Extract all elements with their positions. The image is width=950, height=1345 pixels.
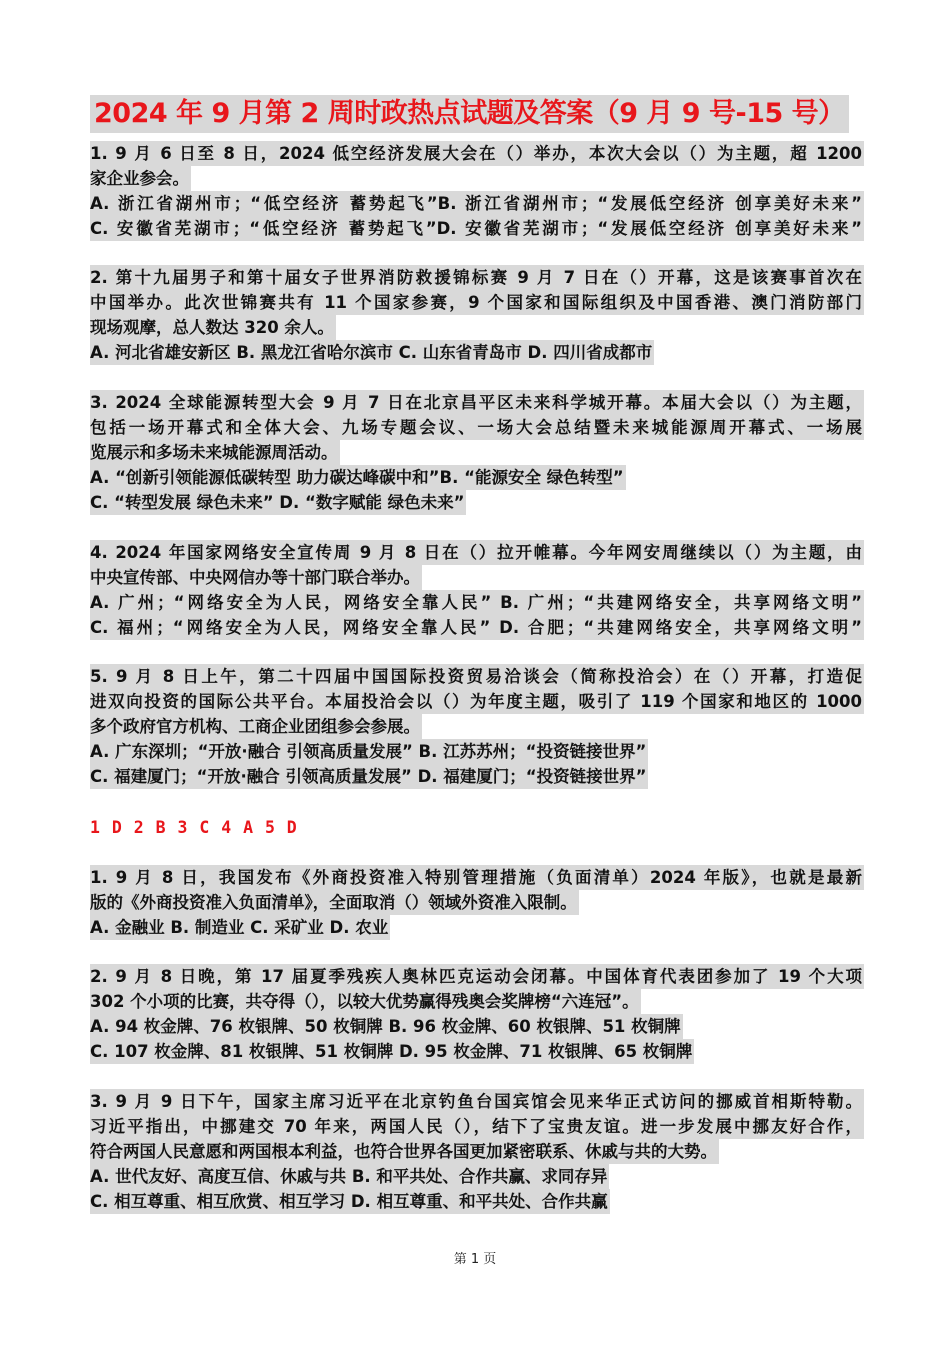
question-8 [90,1089,862,1214]
option-line: C. 相互尊重、相互欣赏、相互学习 D. 相互尊重、和平共处、合作共赢 [90,1189,610,1214]
option-line: A. 世代友好、高度互信、休戚与共 B. 和平共处、合作共赢、求同存异 [90,1164,609,1189]
question-5 [90,664,862,789]
question-text-line: 5. 9 月 8 日上午，第二十四届中国国际投资贸易洽谈会（简称投洽会）在（）开幕，打造促 [90,664,864,689]
question-text-line: 1. 9 月 8 日，我国发布《外商投资准入特别管理措施（负面清单）2024 年版》，也就是最新 [90,865,864,890]
question-3 [90,390,862,515]
page-title: 2024 年 9 月第 2 周时政热点试题及答案（9 月 9 号-15 号） [90,95,849,133]
question-text-line: 中央宣传部、中央网信办等十部门联合举办。 [90,565,422,590]
question-text-line: 2. 第十九届男子和第十届女子世界消防救援锦标赛 9 月 7 日在（）开幕，这是该赛事首次在 [90,265,864,290]
question-text-line: 2. 9 月 8 日晚，第 17 届夏季残疾人奥林匹克运动会闭幕。中国体育代表团参加了 19 个大项 [90,964,864,989]
question-text-line: 3. 2024 全球能源转型大会 9 月 7 日在北京昌平区未来科学城开幕。本届大会以（）为主题， [90,390,864,415]
option-line: C. 安徽省芜湖市；“低空经济 蓄势起飞”D. 安徽省芜湖市；“发展低空经济 创享美好未来” [90,216,864,241]
option-line: A. “创新引领能源低碳转型 助力碳达峰碳中和”B. “能源安全 绿色转型” [90,465,626,490]
question-text-line: 302 个小项的比赛，共夺得（），以较大优势赢得残奥会奖牌榜“六连冠”。 [90,989,641,1014]
question-2 [90,265,862,365]
question-6 [90,865,862,940]
option-line: A. 广州；“网络安全为人民，网络安全靠人民” B. 广州；“共建网络安全，共享网络文明” [90,590,864,615]
option-line: C. “转型发展 绿色未来” D. “数字赋能 绿色未来” [90,490,466,515]
option-line: A. 河北省雄安新区 B. 黑龙江省哈尔滨市 C. 山东省青岛市 D. 四川省成都市 [90,340,654,365]
answer-key: 1 D 2 B 3 C 4 A 5 D [90,818,298,837]
question-text-line: 4. 2024 年国家网络安全宣传周 9 月 8 日在（）拉开帷幕。今年网安周继续以（）为主题，由 [90,540,864,565]
option-line: A. 94 枚金牌、76 枚银牌、50 枚铜牌 B. 96 枚金牌、60 枚银牌、51 枚铜牌 [90,1014,683,1039]
option-line: A. 广东深圳；“开放·融合 引领高质量发展” B. 江苏苏州；“投资链接世界” [90,739,648,764]
question-text-line: 进双向投资的国际公共平台。本届投洽会以（）为年度主题，吸引了 119 个国家和地区的 1000 [90,689,864,714]
page-number: 第 1 页 [453,1252,497,1267]
question-text-line: 符合两国人民意愿和两国根本利益，也符合世界各国更加紧密联系、休戚与共的大势。 [90,1139,719,1164]
question-text-line: 版的《外商投资准入负面清单》，全面取消（）领域外资准入限制。 [90,890,579,915]
question-text-line: 中国举办。此次世锦赛共有 11 个国家参赛，9 个国家和国际组织及中国香港、澳门消防部门 [90,290,864,315]
option-line: A. 金融业 B. 制造业 C. 采矿业 D. 农业 [90,915,390,940]
question-7 [90,964,862,1064]
question-text-line: 习近平指出，中挪建交 70 年来，两国人民（），结下了宝贵友谊。进一步发展中挪友好合作， [90,1114,864,1139]
option-line: C. 福建厦门；“开放·融合 引领高质量发展” D. 福建厦门；“投资链接世界” [90,764,648,789]
option-line: C. 福州；“网络安全为人民，网络安全靠人民” D. 合肥；“共建网络安全，共享网络文明” [90,615,864,640]
question-4 [90,540,862,640]
question-text-line: 览展示和多场未来城能源周活动。 [90,440,340,465]
question-text-line: 3. 9 月 9 日下午，国家主席习近平在北京钓鱼台国宾馆会见来华正式访问的挪威首相斯特勒。 [90,1089,864,1114]
question-text-line: 1. 9 月 6 日至 8 日，2024 低空经济发展大会在（）举办，本次大会以（）为主题，超 1200 [90,141,864,166]
option-line: C. 107 枚金牌、81 枚银牌、51 枚铜牌 D. 95 枚金牌、71 枚银牌、65 枚铜牌 [90,1039,694,1064]
question-text-line: 包括一场开幕式和全体大会、九场专题会议、一场大会总结暨未来城能源周开幕式、一场展 [90,415,864,440]
question-text-line: 现场观摩，总人数达 320 余人。 [90,315,336,340]
question-1 [90,141,862,241]
option-line: A. 浙江省湖州市；“低空经济 蓄势起飞”B. 浙江省湖州市；“发展低空经济 创享美好未来” [90,191,864,216]
question-text-line: 多个政府官方机构、工商企业团组参会参展。 [90,714,422,739]
question-text-line: 家企业参会。 [90,166,191,191]
